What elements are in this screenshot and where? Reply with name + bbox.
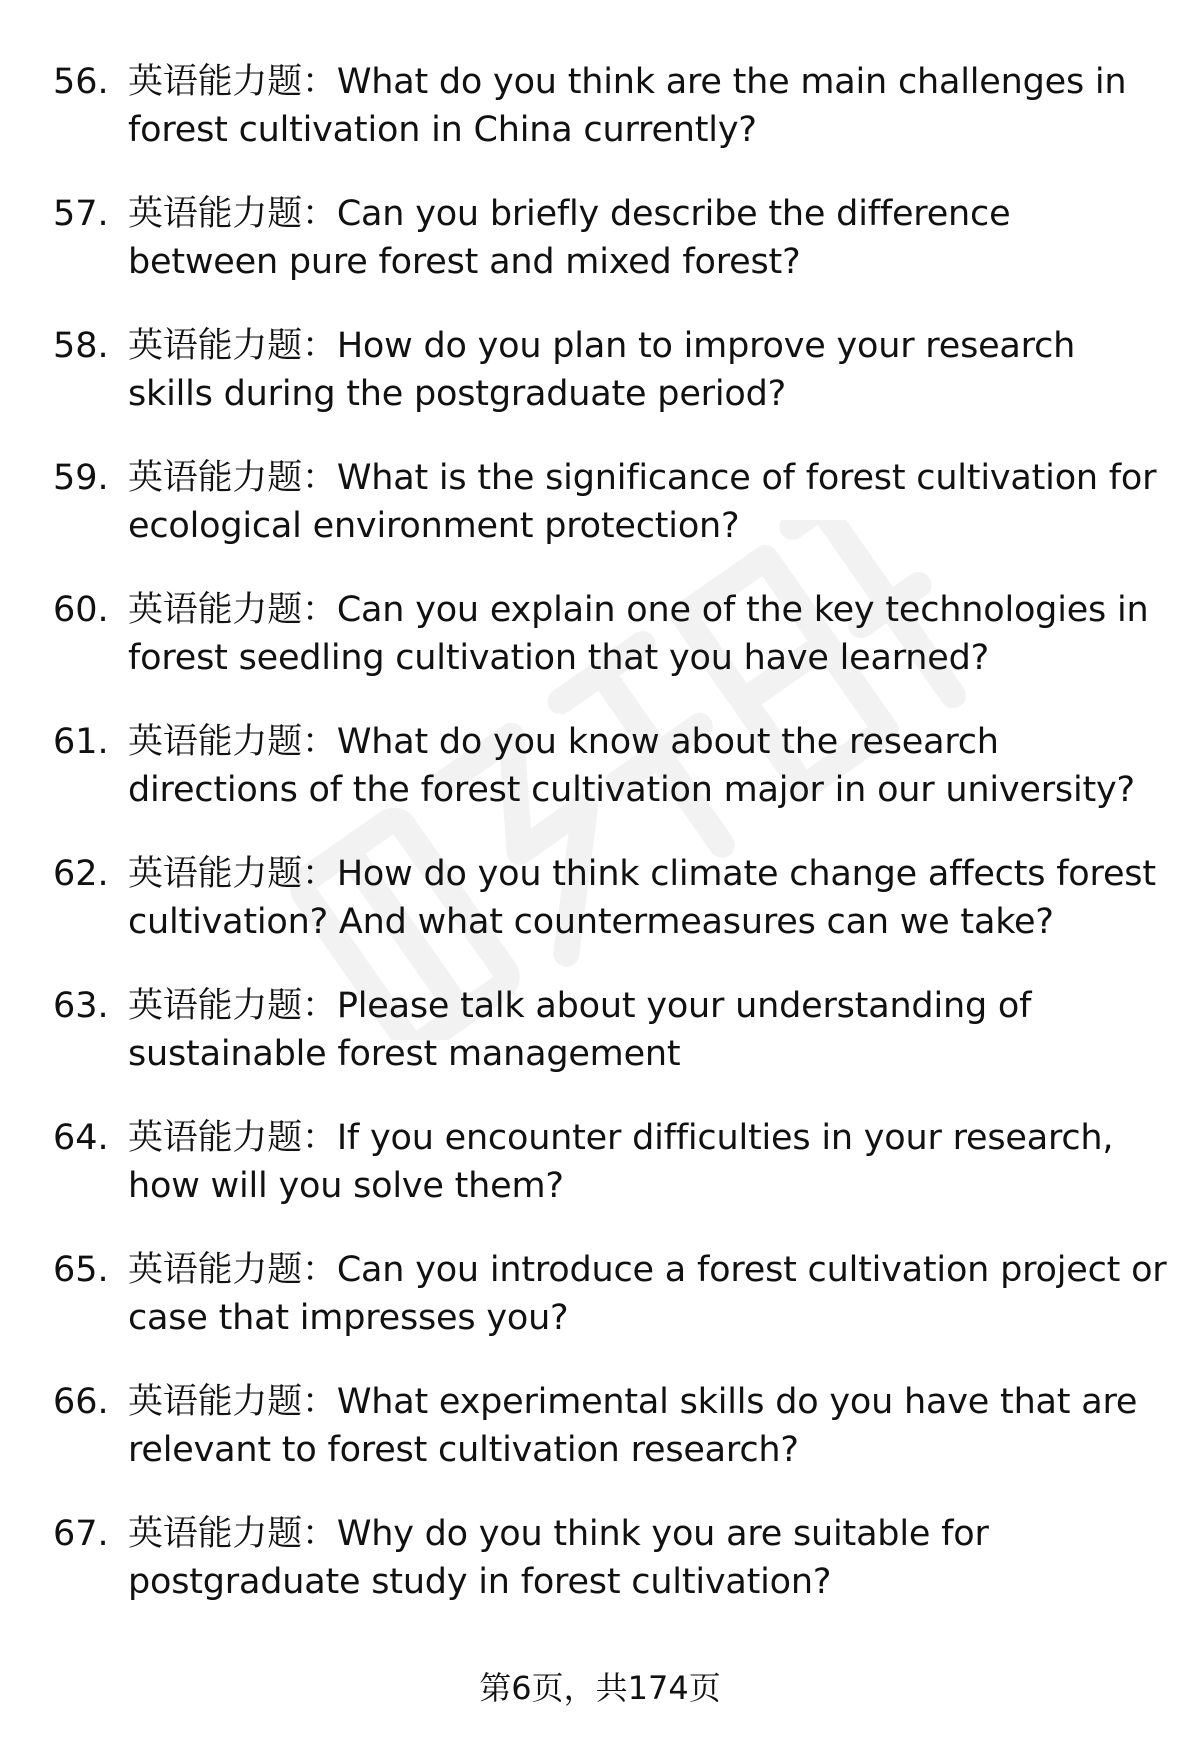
question-prefix: 英语能力题：: [128, 62, 337, 102]
question-list: [0, 58, 1200, 1642]
question-text: [128, 1246, 1168, 1342]
question-prefix: 英语能力题：: [128, 722, 337, 762]
question-prefix: 英语能力题：: [128, 326, 337, 366]
question-text: [128, 850, 1168, 946]
question-body: Can you explain one of the key technologies in forest seedling cultivation that you have learned?: [128, 590, 1149, 678]
question-body: If you encounter difficulties in your research, how will you solve them?: [128, 1118, 1114, 1206]
question-prefix: 英语能力题：: [128, 986, 337, 1026]
question-text: [128, 1510, 1168, 1606]
question-body: What is the significance of forest cultivation for ecological environment protection?: [128, 458, 1157, 546]
question-text: [128, 586, 1168, 682]
question-number: 58.: [53, 326, 109, 366]
question-item: [0, 850, 1200, 982]
question-text: [128, 1378, 1168, 1474]
question-prefix: 英语能力题：: [128, 1118, 337, 1158]
question-item: [0, 1114, 1200, 1246]
question-body: Please talk about your understanding of sustainable forest management: [128, 986, 1032, 1074]
question-number: 59.: [53, 458, 109, 498]
question-text: [128, 454, 1168, 550]
question-text: [128, 190, 1168, 286]
question-body: How do you think climate change affects forest cultivation? And what countermeasures can we take?: [128, 854, 1156, 942]
question-number: 62.: [53, 854, 109, 894]
question-item: [0, 322, 1200, 454]
question-body: What do you think are the main challenges in forest cultivation in China currently?: [128, 62, 1127, 150]
question-number: 63.: [53, 986, 109, 1026]
question-prefix: 英语能力题：: [128, 194, 337, 234]
question-number: 67.: [53, 1514, 109, 1554]
page-footer: 第6页，共174页: [479, 1669, 721, 1707]
question-text: [128, 718, 1168, 814]
question-number: 57.: [53, 194, 109, 234]
question-number: 60.: [53, 590, 109, 630]
question-body: What do you know about the research directions of the forest cultivation major in our university?: [128, 722, 1135, 810]
question-prefix: 英语能力题：: [128, 1382, 337, 1422]
question-number: 61.: [53, 722, 109, 762]
question-body: Can you introduce a forest cultivation project or case that impresses you?: [128, 1250, 1167, 1338]
question-prefix: 英语能力题：: [128, 1514, 337, 1554]
question-number: 56.: [53, 62, 109, 102]
question-item: [0, 586, 1200, 718]
question-item: [0, 190, 1200, 322]
question-item: [0, 1378, 1200, 1510]
question-body: Why do you think you are suitable for postgraduate study in forest cultivation?: [128, 1514, 989, 1602]
question-prefix: 英语能力题：: [128, 590, 337, 630]
question-item: [0, 1510, 1200, 1642]
question-prefix: 英语能力题：: [128, 854, 337, 894]
question-number: 65.: [53, 1250, 109, 1290]
question-prefix: 英语能力题：: [128, 1250, 337, 1290]
question-text: [128, 322, 1168, 418]
question-text: [128, 982, 1168, 1078]
question-item: [0, 718, 1200, 850]
question-body: How do you plan to improve your research skills during the postgraduate period?: [128, 326, 1076, 414]
question-text: [128, 58, 1168, 154]
question-text: [128, 1114, 1168, 1210]
question-item: [0, 454, 1200, 586]
question-body: Can you briefly describe the difference between pure forest and mixed forest?: [128, 194, 1011, 282]
question-number: 64.: [53, 1118, 109, 1158]
question-number: 66.: [53, 1382, 109, 1422]
question-item: [0, 1246, 1200, 1378]
question-item: [0, 58, 1200, 190]
question-prefix: 英语能力题：: [128, 458, 337, 498]
question-body: What experimental skills do you have that are relevant to forest cultivation research?: [128, 1382, 1138, 1470]
question-item: [0, 982, 1200, 1114]
